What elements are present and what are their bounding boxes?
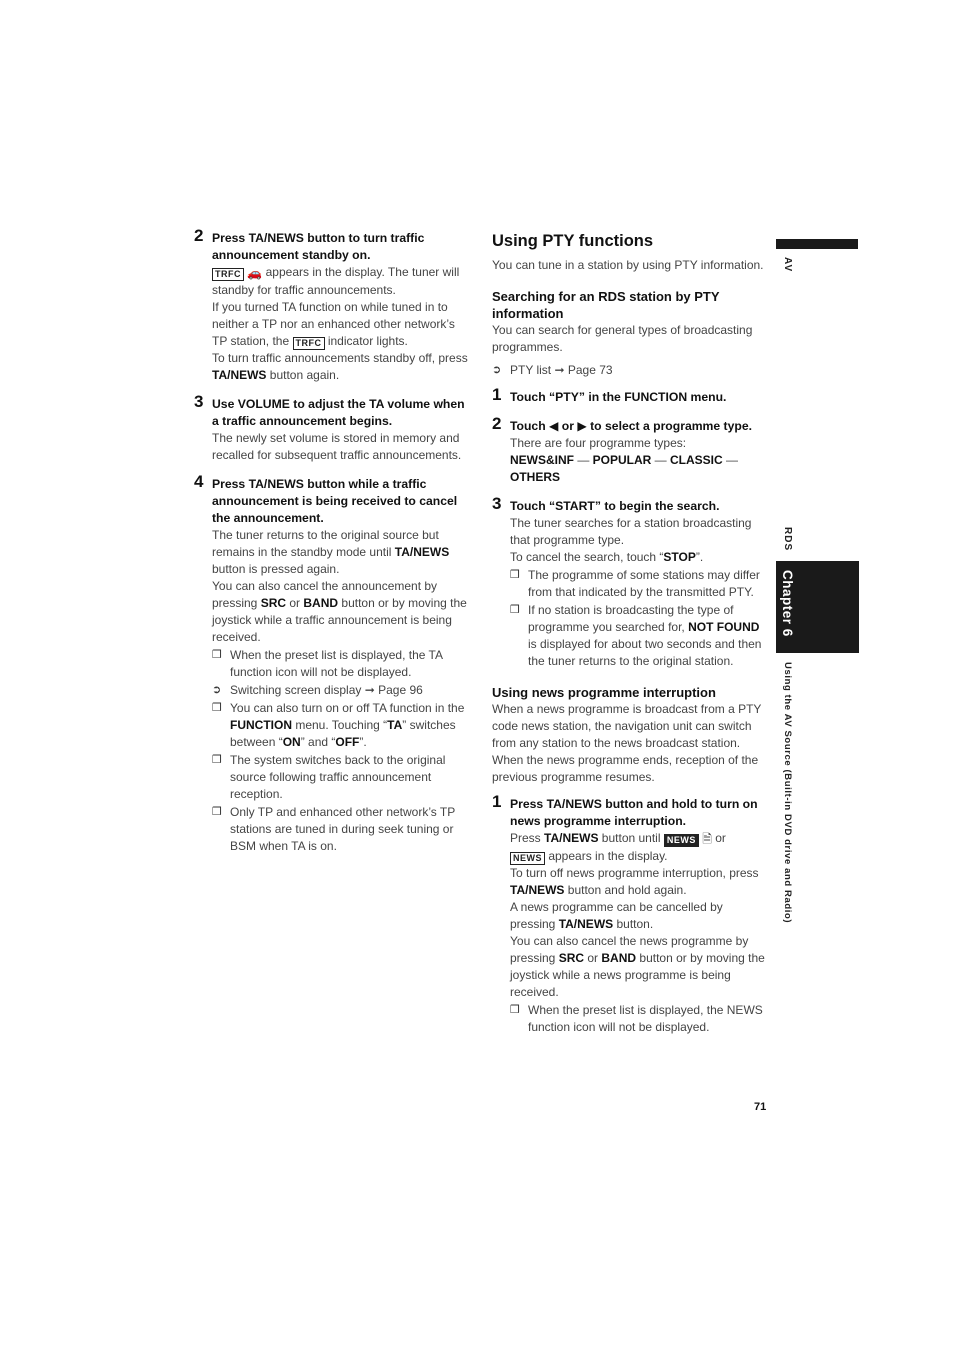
step-number: 4 [194,472,204,491]
paragraph: You can search for general types of broadcasting programmes. [492,323,753,354]
paragraph: When a news programme is broadcast from a PTY code news station, the navigation unit can switch from any station to the news broadcast station. When the news programme ends, reception of the previous programme resumes. [492,702,762,784]
right-column [492,230,767,1048]
intro-paragraph: You can tune in a station by using PTY information. [492,258,764,272]
note-item: ❒ If no station is broadcasting the type of programme you searched for, NOT FOUND is displayed for about two seconds and then the tuner returns to the original station. [510,603,762,668]
checkbox-bullet-icon: ❒ [510,569,520,581]
note-item: ❒ Only TP and enhanced other network’s TP stations are tuned in during seek tuning or BSM when TA is on. [212,805,456,853]
step-title: Use VOLUME to adjust the TA volume when a traffic announcement begins. [212,397,465,428]
step-3-start-search [492,494,767,670]
paragraph: TRFC 🚗 appears in the display. The tuner will standby for traffic announcements. [212,265,460,297]
paragraph: To turn off news programme interruption, press TA/NEWS button and hold again. [510,866,759,897]
subsection-heading: Searching for an RDS station by PTY information [492,289,720,321]
news-indicator-icon: NEWS [664,834,699,847]
checkbox-bullet-icon: ❒ [510,1004,520,1016]
sidebar-section-av: AV [782,257,793,273]
note-item: ❒ You can also turn on or off TA function in the FUNCTION menu. Touching “TA” switches between “ON” and “OFF”. [212,701,465,749]
paragraph: To cancel the search, touch “STOP”. [510,550,704,564]
paragraph: There are four programme types: [510,436,687,450]
step-1-news-interruption [492,792,767,1036]
subsection-heading: Using news programme interruption [492,685,716,700]
step-title: Press TA/NEWS button and hold to turn on news programme interruption. [510,797,758,828]
step-number: 3 [492,494,502,513]
note-item: ❒ When the preset list is displayed, the NEWS function icon will not be displayed. [510,1003,763,1034]
checkbox-bullet-icon: ❒ [212,649,222,661]
section-tab-bar [776,239,858,249]
step-number: 1 [492,792,502,811]
step-title: Press TA/NEWS button while a traffic announcement is being received to cancel the announcement. [212,477,458,525]
step-title: Press TA/NEWS button to turn traffic announcement standby on. [212,231,425,262]
step-title: Touch “PTY” in the FUNCTION menu. [510,390,727,404]
checkbox-bullet-icon: ❒ [510,604,520,616]
step-3-ta-volume [194,392,469,464]
step-number: 1 [492,385,502,404]
step-2-traffic-standby [194,226,469,384]
note-item: ❒ When the preset list is displayed, the TA function icon will not be displayed. [212,648,443,679]
car-icon: 🚗 [247,266,263,280]
step-title: Touch ◀ or ▶ to select a programme type. [510,419,753,433]
trfc-indicator-icon: TRFC [212,268,244,281]
checkbox-bullet-icon: ❒ [212,754,222,766]
document-icon: 🗎 [702,832,712,846]
note-item: ❒ The programme of some stations may differ from that indicated by the transmitted PTY. [510,568,760,599]
paragraph: If you turned TA function on while tuned in to neither a TP nor an enhanced other network’s TP station, the TRFC indicator lights. [212,300,455,348]
paragraph: A news programme can be cancelled by pressing TA/NEWS button. [510,900,723,931]
reference-arrow-icon: ➲ [212,684,222,696]
programme-types: NEWS&INF — POPULAR — CLASSIC — OTHERS [510,453,739,484]
paragraph: The tuner searches for a station broadcasting that programme type. [510,516,752,547]
section-heading: Using PTY functions [492,232,654,250]
paragraph: Press TA/NEWS button until NEWS 🗎 or NEWS appears in the display. [510,831,726,863]
step-1-touch-pty [492,385,767,406]
paragraph: The newly set volume is stored in memory and recalled for subsequent traffic announcements. [212,431,462,462]
sidebar-section-rds: RDS [782,527,793,552]
news-indicator-icon: NEWS [510,852,545,865]
reference-item: ➲ PTY list ➞ Page 73 [492,363,613,377]
reference-arrow-icon: ➲ [492,364,502,376]
step-title: Touch “START” to begin the search. [510,499,720,513]
checkbox-bullet-icon: ❒ [212,806,222,818]
paragraph: The tuner returns to the original source but remains in the standby mode until TA/NEWS button is pressed again. [212,528,450,576]
checkbox-bullet-icon: ❒ [212,702,222,714]
step-number: 3 [194,392,204,411]
chapter-label: Chapter 6 [780,570,795,637]
paragraph: You can also cancel the news programme by pressing SRC or BAND button or by moving the joystick while a news programme is being received. [510,934,765,999]
step-number: 2 [492,414,502,433]
reference-item: ➲ Switching screen display ➞ Page 96 [212,683,423,697]
paragraph: You can also cancel the announcement by pressing SRC or BAND button or by moving the joystick while a traffic announcement is being received. [212,579,467,644]
trfc-indicator-icon: TRFC [293,337,325,350]
paragraph: To turn traffic announcements standby off, press TA/NEWS button again. [212,351,468,382]
note-item: ❒ The system switches back to the original source following traffic announcement reception. [212,753,446,801]
step-number: 2 [194,226,204,245]
chapter-description: Using the AV Source (Built-in DVD drive and Radio) [782,662,793,924]
step-4-cancel-announcement [194,472,469,855]
left-column [194,226,469,867]
step-2-select-type [492,414,767,486]
page-number: 71 [754,1101,767,1113]
